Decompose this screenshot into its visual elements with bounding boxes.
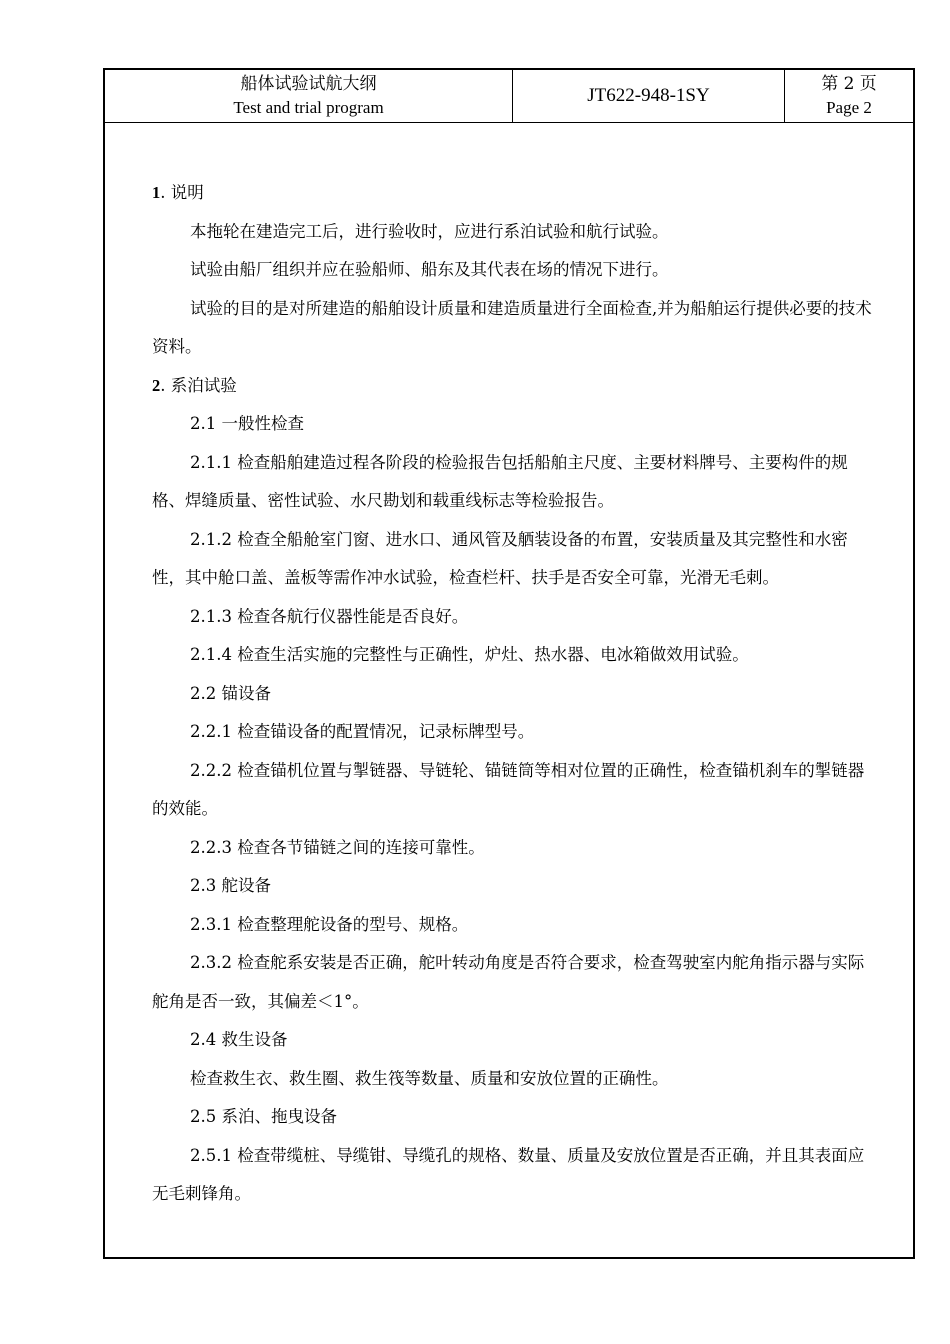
paragraph: 2.2.3 检查各节锚链之间的连接可靠性。	[190, 837, 485, 857]
header-title-cn: 船体试验试航大纲	[240, 74, 377, 94]
paragraph: 2.3.2 检查舵系安装是否正确，舵叶转动角度是否符合要求，检查驾驶室内舵角指示器与实际舵角是否一致，其偏差＜1°。	[152, 953, 865, 1011]
paragraph: 2.1.1 检查船舶建造过程各阶段的检验报告包括船舶主尺度、主要材料牌号、主要构件的规格、焊缝质量、密性试验、水尺勘划和载重线标志等检验报告。	[152, 452, 848, 510]
doc-code: JT622-948-1SY	[587, 85, 710, 106]
subsection-heading-2-2: 2.2 锚设备	[190, 683, 271, 703]
subsection-heading-2-1: 2.1 一般性检查	[190, 414, 304, 433]
subsection-heading-2-5: 2.5 系泊、拖曳设备	[190, 1107, 337, 1126]
document-body	[152, 174, 874, 1214]
header-title-en: Test and trial program	[233, 98, 384, 117]
paragraph: 2.3.1 检查整理舵设备的型号、规格。	[190, 914, 469, 934]
paragraph: 2.1.2 检查全船舱室门窗、进水口、通风管及舾装设备的布置，安装质量及其完整性和水密性，其中舱口盖、盖板等需作冲水试验，检查栏杆、扶手是否安全可靠，光滑无毛刺。	[152, 529, 848, 587]
page-number-cn: 第 2 页	[821, 74, 877, 94]
paragraph: 2.2.1 检查锚设备的配置情况，记录标牌型号。	[190, 722, 535, 741]
header-page-cell	[785, 70, 913, 122]
document-frame	[103, 68, 915, 1259]
paragraph: 本拖轮在建造完工后，进行验收时，应进行系泊试验和航行试验。	[190, 221, 669, 241]
subsection-heading-2-3: 2.3 舵设备	[190, 876, 271, 895]
paragraph: 2.1.3 检查各航行仪器性能是否良好。	[190, 606, 469, 626]
paragraph: 试验的目的是对所建造的船舶设计质量和建造质量进行全面检查,并为船舶运行提供必要的技术资料。	[152, 298, 872, 356]
page-number-en: Page 2	[826, 98, 872, 117]
document-header	[105, 70, 913, 123]
paragraph: 试验由船厂组织并应在验船师、船东及其代表在场的情况下进行。	[190, 260, 669, 279]
paragraph: 2.5.1 检查带缆桩、导缆钳、导缆孔的规格、数量、质量及安放位置是否正确，并且其表面应无毛刺锋角。	[152, 1145, 865, 1203]
paragraph: 2.1.4 检查生活实施的完整性与正确性，炉灶、热水器、电冰箱做效用试验。	[190, 645, 749, 664]
paragraph: 2.2.2 检查锚机位置与掣链器、导链轮、锚链筒等相对位置的正确性，检查锚机刹车的掣链器的效能。	[152, 760, 865, 818]
section-heading-2: 2. 系泊试验	[152, 375, 237, 395]
header-title-cell	[105, 70, 513, 122]
subsection-heading-2-4: 2.4 救生设备	[190, 1030, 288, 1049]
header-doc-code-cell	[513, 70, 785, 122]
paragraph: 检查救生衣、救生圈、救生筏等数量、质量和安放位置的正确性。	[190, 1068, 669, 1088]
section-heading-1: 1. 说明	[152, 183, 204, 202]
